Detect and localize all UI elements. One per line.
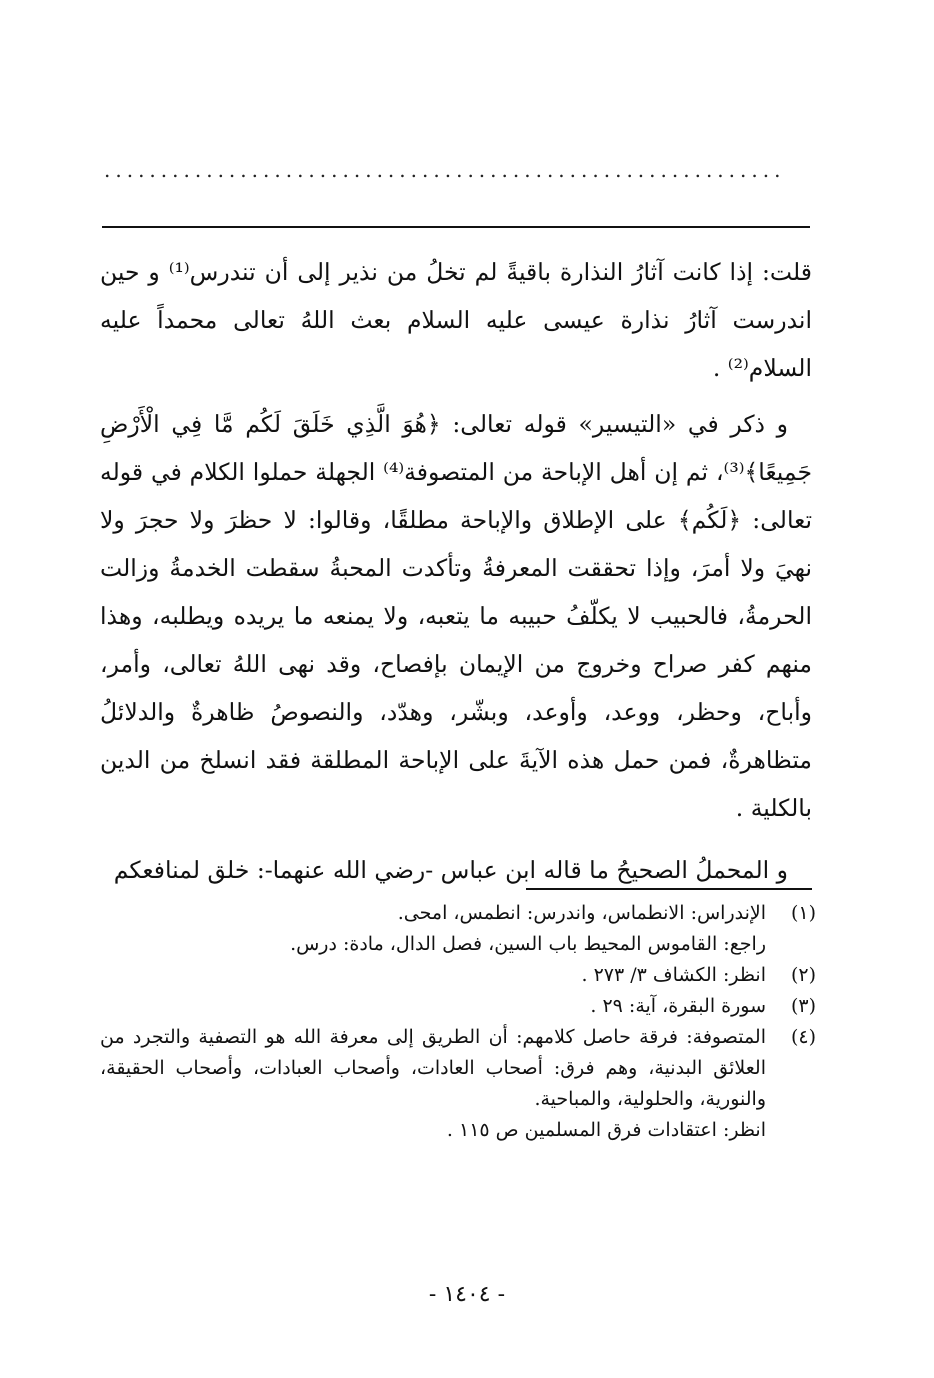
header-rule [102,226,810,228]
footnote-number: (٢) [790,964,816,986]
footnote-reference: راجع: القاموس المحيط باب السين، فصل الدال، مادة: درس. [290,933,766,955]
footnote-text: الإندراس: الانطماس، واندرس: انطمس، امحى. [397,902,766,924]
footnotes [100,898,816,1146]
footnote-3 [100,991,816,1022]
paragraph-3: و المحملُ الصحيحُ ما قاله ابن عباس -رضي الله عنهما-: خلق لمنافعكم [113,856,788,884]
footnote-text: انظر: الكشاف ٣/ ٢٧٣ . [581,964,766,986]
footnote-4 [100,1022,816,1146]
footnote-rule [526,888,812,890]
footnote-number: (٤) [790,1026,816,1048]
main-text [100,248,812,894]
footnote-text: المتصوفة: فرقة حاصل كلامهم: أن الطريق إلى معرفة الله هو التصفية والتجرد من العلائق البدنية، وهم فرق: أصحاب العادات، وأصحاب العبادات، وأصحاب الحقيقة، والنورية، والحلولية، والمباحية. [100,1026,766,1110]
paragraph-2: و ذكر في «التيسير» قوله تعالى: ﴿هُوَ الَّذِي خَلَقَ لَكُم مَّا فِي الْأَرْضِ جَمِيعًا﴾⁽³⁾، ثم إن أهل الإباحة من المتصوفة⁽⁴⁾ الجهلة حملوا الكلام في قوله تعالى: ﴿لَكُم﴾ على الإطلاق والإباحة مطلقًا، وقالوا: لا حظرَ ولا حجرَ ولا نهيَ ولا أمرَ، وإذا تحققت المعرفةُ وتأكدت المحبةُ سقطت الخدمةُ وزالت الحرمةُ، فالحبيب لا يكلّفُ حبيبه ما يتعبه، ولا يمنعه ما يريده ويطلبه، وهذا منهم كفر صراح وخروج من الإيمان بإفصاح، وقد نهى اللهُ تعالى، وأمر، وأباح، وحظر، ووعد، وأوعد، وبشّر، وهدّد، والنصوصُ ظاهرةٌ والدلائلُ متظاهرةٌ، فمن حمل هذه الآيةَ على الإباحة المطلقة فقد انسلخ من الدين بالكلية . [100,410,812,822]
footnote-text: سورة البقرة، آية: ٢٩ . [590,995,766,1017]
footnote-1 [100,898,816,960]
header-dotted-line: ............................................................ [104,160,786,180]
footnote-2 [100,960,816,991]
footnote-number: (٣) [790,995,816,1017]
paragraph-1: قلت: إذا كانت آثارُ النذارة باقيةً لم تخلُ من نذير إلى أن تندرس⁽¹⁾ و حين اندرست آثارُ نذارة عيسى عليه السلام بعث اللهُ تعالى محمداً عليه السلام⁽²⁾ . [100,258,812,382]
footnote-reference: انظر: اعتقادات فرق المسلمين ص ١١٥ . [446,1119,766,1141]
page-number: - ١٤٠٤ - [428,1282,506,1307]
footnote-number: (١) [790,902,816,924]
